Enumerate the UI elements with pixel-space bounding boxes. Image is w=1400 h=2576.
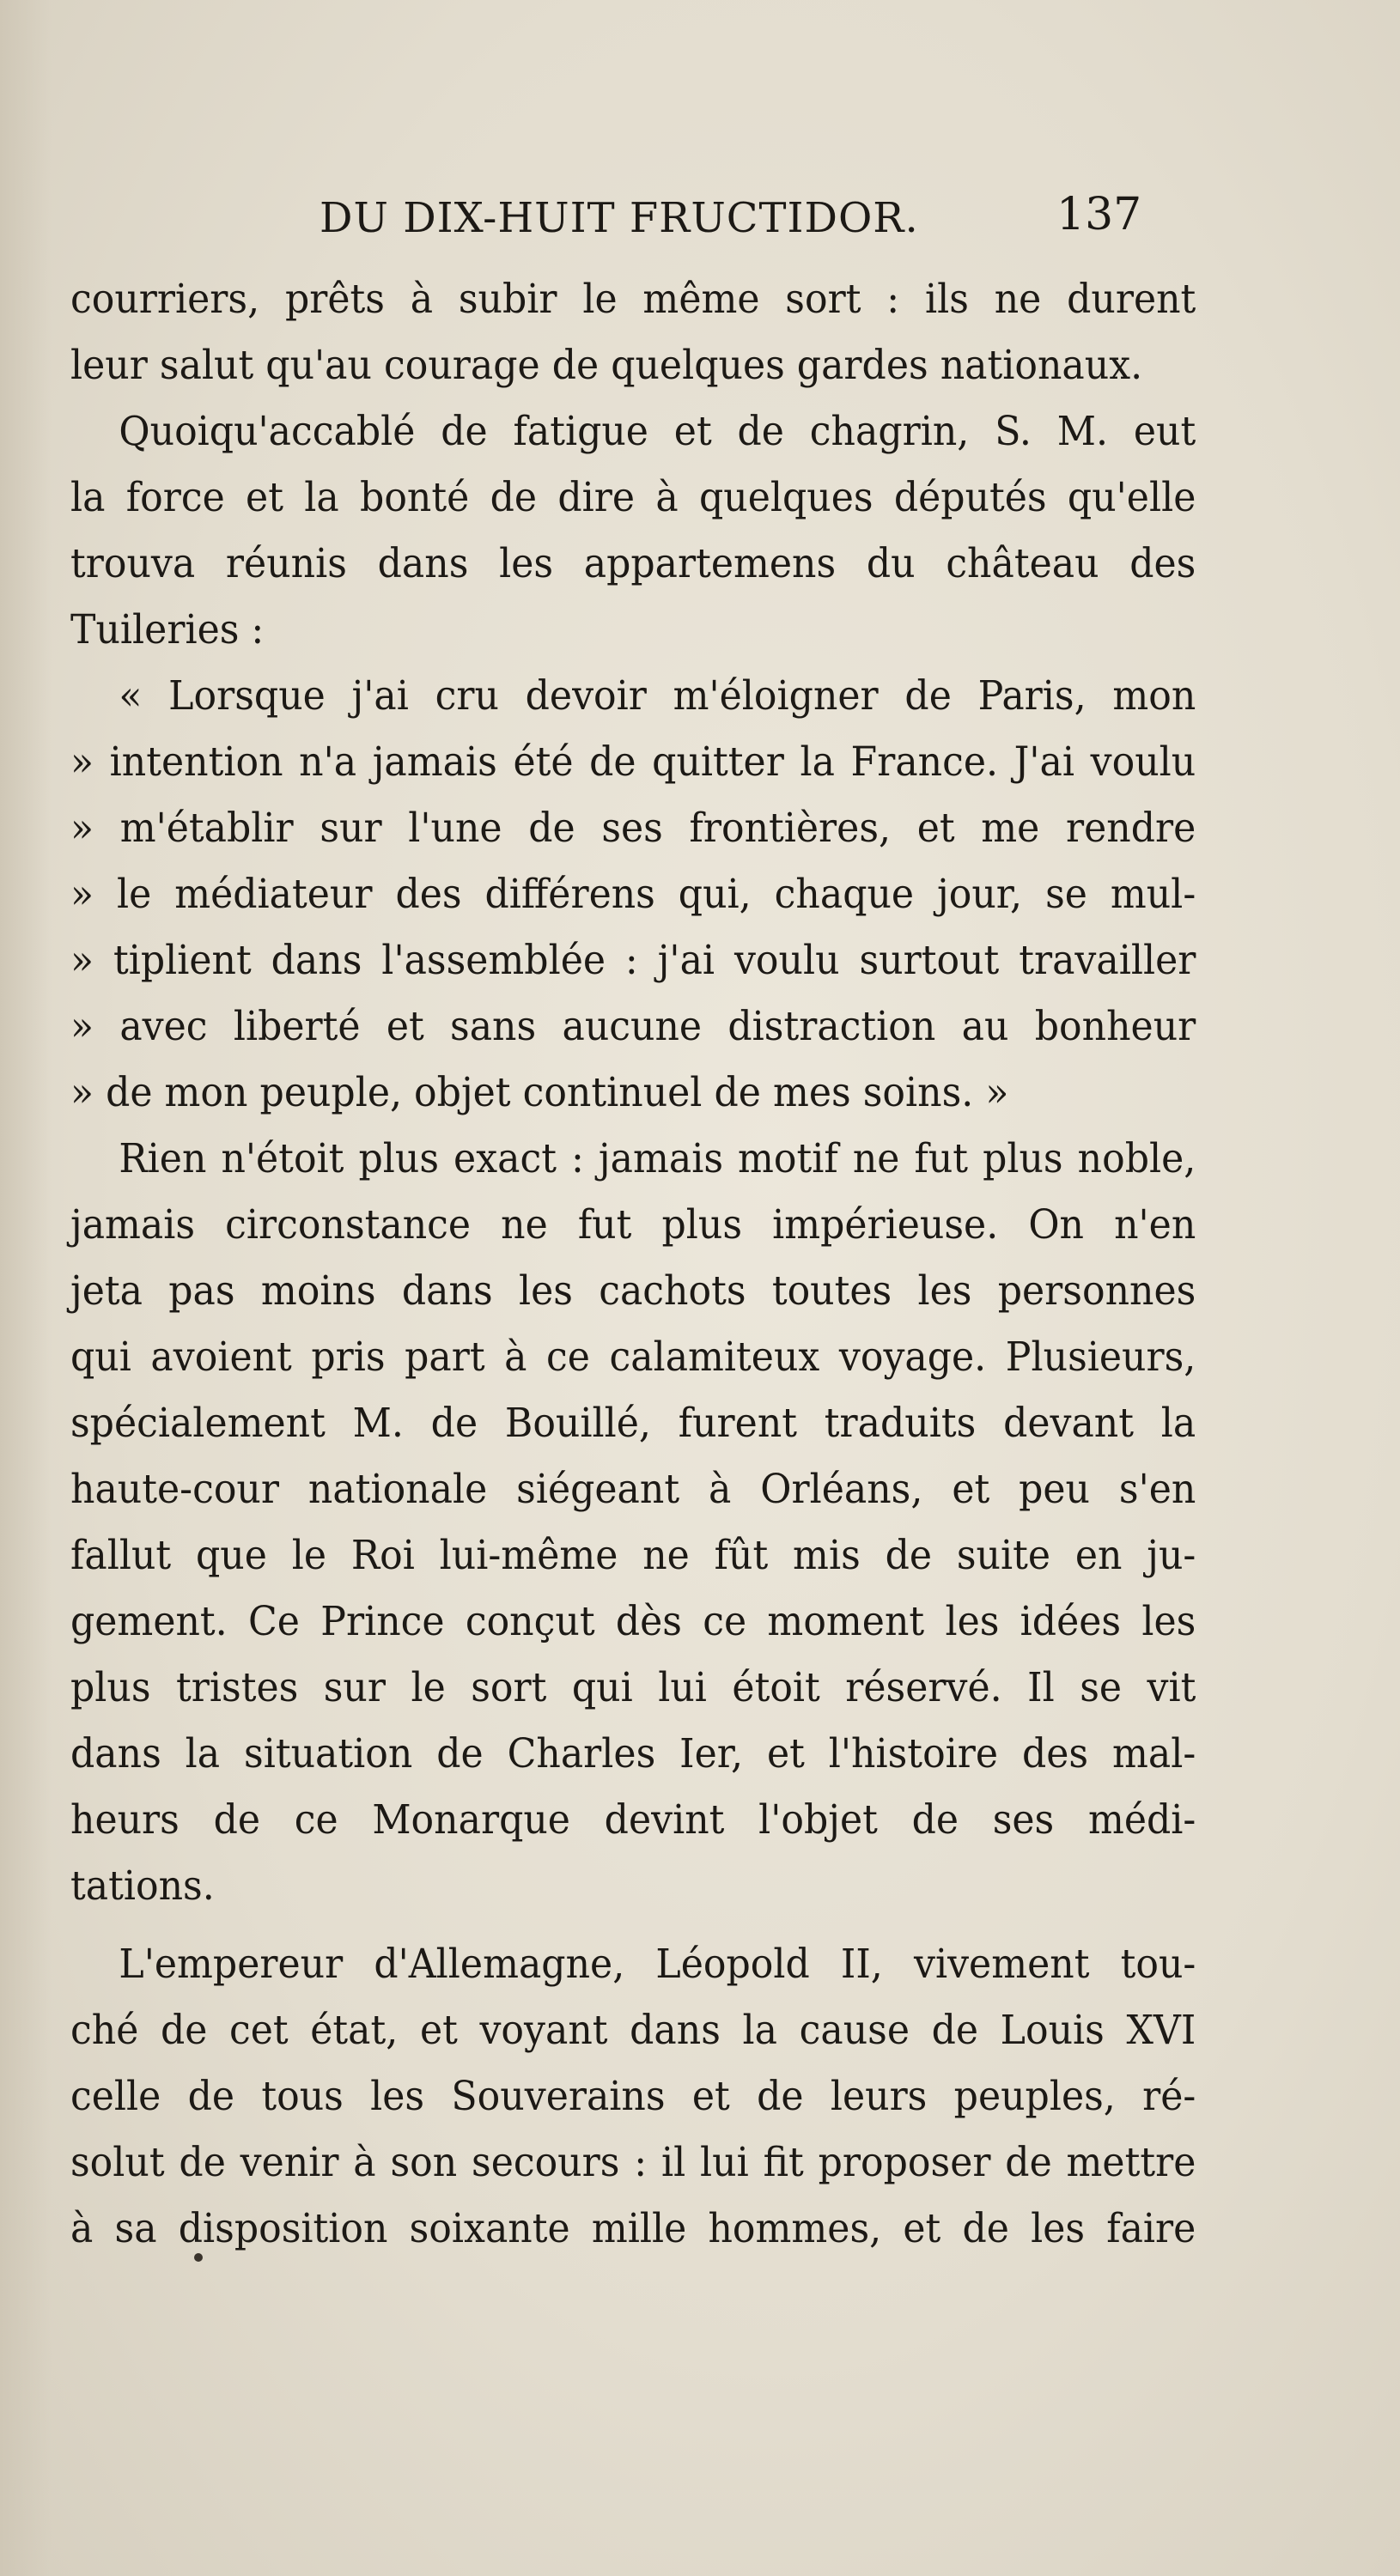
text-line: dans la situation de Charles Ier, et l'histoire des mal- [70,1730,1196,1777]
text-line: » avec liberté et sans aucune distraction au bonheur [70,1003,1196,1050]
text-line: jeta pas moins dans les cachots toutes les personnes [70,1267,1196,1315]
text-line: « Lorsque j'ai cru devoir m'éloigner de Paris, mon [119,672,1196,720]
ink-spot [194,2253,203,2262]
text-line: Rien n'étoit plus exact : jamais motif ne fut plus noble, [119,1135,1196,1182]
text-line: la force et la bonté de dire à quelques députés qu'elle [70,474,1196,521]
text-line: heurs de ce Monarque devint l'objet de ses médi- [70,1796,1196,1844]
text-line: gement. Ce Prince conçut dès ce moment les idées les [70,1598,1196,1645]
text-line: celle de tous les Souverains et de leurs peuples, ré- [70,2073,1196,2120]
text-line: fallut que le Roi lui-même ne fût mis de suite en ju- [70,1532,1196,1579]
text-line: L'empereur d'Allemagne, Léopold II, vivement tou- [119,1941,1196,1988]
text-line: » le médiateur des différens qui, chaque jour, se mul- [70,871,1196,918]
text-line: » tiplient dans l'assemblée : j'ai voulu surtout travailler [70,937,1196,984]
page-header [70,187,1187,247]
text-line: plus tristes sur le sort qui lui étoit réservé. Il se vit [70,1664,1196,1711]
page-gutter-shadow [0,0,52,2576]
text-line: » de mon peuple, objet continuel de mes soins. » [70,1069,1009,1116]
text-line: tations. [70,1862,215,1910]
text-line: » m'établir sur l'une de ses frontières, et me rendre [70,805,1196,852]
text-line: courriers, prêts à subir le même sort : ils ne durent [70,276,1196,323]
text-line: leur salut qu'au courage de quelques gardes nationaux. [70,342,1143,389]
page-number: 137 [1056,189,1142,240]
text-line: à sa disposition soixante mille hommes, et de les faire [70,2205,1196,2252]
text-line: ché de cet état, et voyant dans la cause de Louis XVI [70,2007,1196,2054]
text-line: spécialement M. de Bouillé, furent traduits devant la [70,1400,1196,1447]
text-line: trouva réunis dans les appartemens du château des [70,540,1196,587]
text-line: qui avoient pris part à ce calamiteux voyage. Plusieurs, [70,1334,1196,1381]
text-line: solut de venir à son secours : il lui fit proposer de mettre [70,2139,1196,2186]
text-line: jamais circonstance ne fut plus impérieuse. On n'en [70,1201,1196,1249]
text-line: Tuileries : [70,606,265,653]
text-line: » intention n'a jamais été de quitter la France. J'ai voulu [70,738,1196,786]
text-line: Quoiqu'accablé de fatigue et de chagrin, S. M. eut [119,408,1196,455]
text-line: haute-cour nationale siégeant à Orléans, et peu s'en [70,1466,1196,1513]
running-title: DU DIX-HUIT FRUCTIDOR. [320,194,919,242]
body-text [70,266,1196,2262]
